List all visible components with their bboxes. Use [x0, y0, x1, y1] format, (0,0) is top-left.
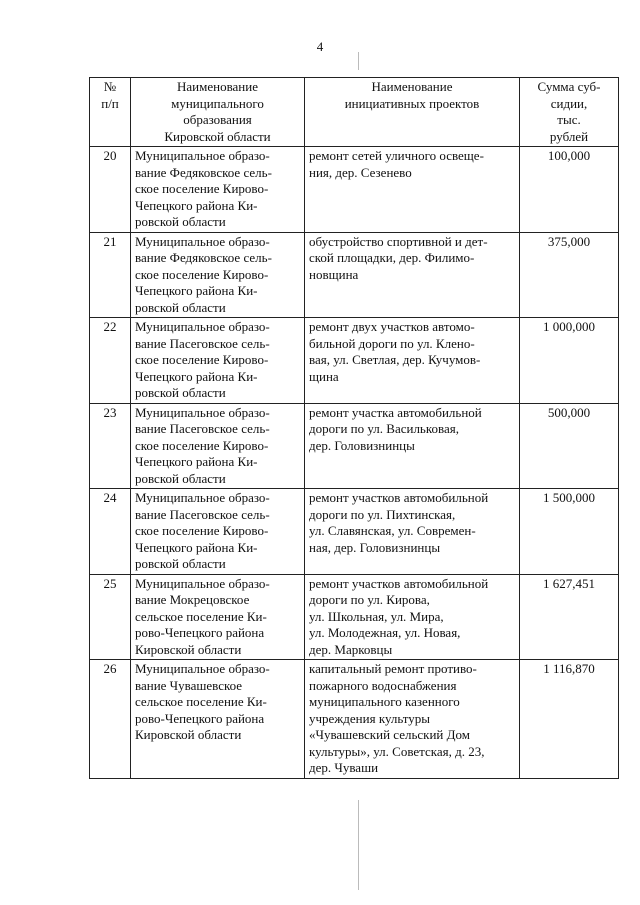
row-number: 20 [90, 147, 131, 233]
municipality-name: Муниципальное образо- вание Федяковское сель- ское поселение Кирово- Чепецкого района Ки- ровской области [131, 232, 305, 318]
header-num: № п/п [90, 78, 131, 147]
table-header-row [90, 78, 619, 147]
table-row [90, 403, 619, 489]
municipality-name: Муниципальное образо- вание Пасеговское сель- ское поселение Кирово- Чепецкого района Ки- ровской области [131, 403, 305, 489]
municipality-name: Муниципальное образо- вание Пасеговское сель- ское поселение Кирово- Чепецкого района Ки- ровской области [131, 489, 305, 575]
subsidy-amount: 1 116,870 [520, 660, 619, 779]
project-name: ремонт участка автомобильной дороги по ул. Васильковая, дер. Головизнинцы [305, 403, 520, 489]
project-name: ремонт участков автомобильной дороги по ул. Кирова, ул. Школьная, ул. Мира, ул. Молодежная, ул. Новая, дер. Марковцы [305, 574, 520, 660]
row-number: 22 [90, 318, 131, 404]
header-municipality: Наименование муниципального образования Кировской области [131, 78, 305, 147]
subsidy-table [89, 77, 619, 779]
header-project: Наименование инициативных проектов [305, 78, 520, 147]
municipality-name: Муниципальное образо- вание Мокрецовское сельское поселение Ки- рово-Чепецкого района Кировской области [131, 574, 305, 660]
project-name: ремонт сетей уличного освеще- ния, дер. Сезенево [305, 147, 520, 233]
project-name: обустройство спортивной и дет- ской площадки, дер. Филимо- новщина [305, 232, 520, 318]
scan-artifact [358, 800, 359, 890]
subsidy-amount: 1 627,451 [520, 574, 619, 660]
table-row [90, 318, 619, 404]
row-number: 26 [90, 660, 131, 779]
table-row [90, 574, 619, 660]
subsidy-amount: 100,000 [520, 147, 619, 233]
subsidy-amount: 1 500,000 [520, 489, 619, 575]
row-number: 23 [90, 403, 131, 489]
row-number: 21 [90, 232, 131, 318]
row-number: 25 [90, 574, 131, 660]
table-row [90, 232, 619, 318]
row-number: 24 [90, 489, 131, 575]
page-number: 4 [316, 39, 324, 54]
subsidy-amount: 500,000 [520, 403, 619, 489]
project-name: ремонт участков автомобильной дороги по ул. Пихтинская, ул. Славянская, ул. Современ- ная, дер. Головизнинцы [305, 489, 520, 575]
municipality-name: Муниципальное образо- вание Федяковское сель- ское поселение Кирово- Чепецкого района Ки- ровской области [131, 147, 305, 233]
table-body [90, 147, 619, 779]
subsidy-amount: 1 000,000 [520, 318, 619, 404]
header-sum: Сумма суб- сидии, тыс. рублей [520, 78, 619, 147]
municipality-name: Муниципальное образо- вание Пасеговское сель- ское поселение Кирово- Чепецкого района Ки- ровской области [131, 318, 305, 404]
project-name: капитальный ремонт противо- пожарного водоснабжения муниципального казенного учреждения культуры «Чувашевский сельский Дом культуры», ул. Советская, д. 23, дер. Чуваши [305, 660, 520, 779]
table-row [90, 660, 619, 779]
table-row [90, 147, 619, 233]
table-row [90, 489, 619, 575]
project-name: ремонт двух участков автомо- бильной дороги по ул. Клено- вая, ул. Светлая, дер. Кучумов- щина [305, 318, 520, 404]
subsidy-amount: 375,000 [520, 232, 619, 318]
municipality-name: Муниципальное образо- вание Чувашевское сельское поселение Ки- рово-Чепецкого района Кировской области [131, 660, 305, 779]
